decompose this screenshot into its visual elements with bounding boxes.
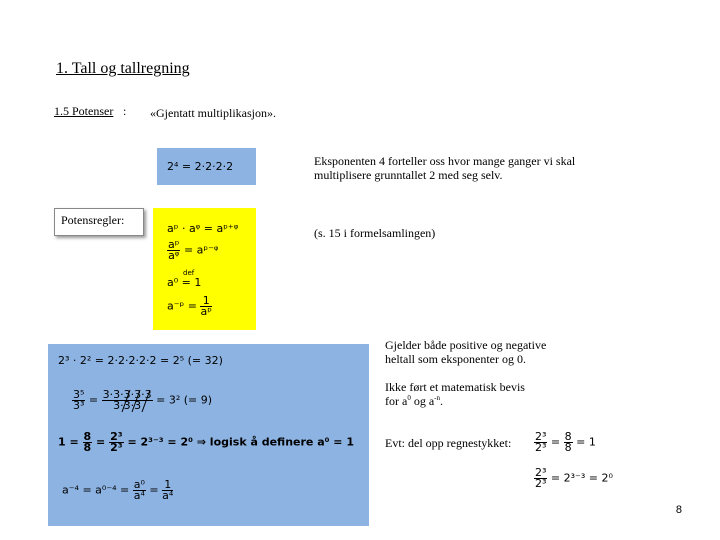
zero-d1: 8 xyxy=(83,441,92,454)
note-no-proof-sup2: -n xyxy=(434,394,440,402)
rule-zero: a⁰ = 1 xyxy=(167,276,202,289)
exponent-note: Eksponenten 4 forteller oss hvor mange ganger vi skal multiplisere grunntallet 2 med seg selv. xyxy=(314,154,576,182)
zero-d2: 2³ xyxy=(110,441,123,454)
rule-quotient-den: aᵠ xyxy=(168,249,180,262)
negative-n2: 1 xyxy=(162,480,173,491)
quotient-eq: = xyxy=(88,393,99,407)
note-no-proof-mid: og a xyxy=(410,394,435,408)
note-positive-negative: Gjelder både positive og negative heltall som eksponenter og 0. xyxy=(385,338,547,366)
example-formula: 2⁴ = 2·2·2·2 xyxy=(167,160,234,173)
derivation-line-negative xyxy=(62,480,173,501)
rule-quotient-num: aᵖ xyxy=(168,238,180,251)
rule-quotient xyxy=(167,240,219,261)
split1-rhs: = 1 xyxy=(576,435,596,449)
rule-quotient-rhs: = aᵖ⁻ᵠ xyxy=(183,243,219,257)
note-no-proof-sup1: 0 xyxy=(407,394,411,402)
quotient-den: 3³ xyxy=(73,399,85,412)
rule-negative-num: 1 xyxy=(200,296,211,307)
zero-eq: = xyxy=(96,435,106,449)
negative-lhs: a⁻⁴ = a⁰⁻⁴ = xyxy=(62,483,130,497)
derivation-box xyxy=(48,344,369,526)
derivation-line-product: 2³ · 2² = 2·2·2·2·2 = 2⁵ (= 32) xyxy=(58,354,223,367)
split2-n: 2³ xyxy=(535,466,547,479)
note-no-proof-end: . xyxy=(440,394,443,408)
split1-d: 2³ xyxy=(535,441,547,454)
def-label: def xyxy=(183,269,195,277)
slide-title: 1. Tall og tallregning xyxy=(56,60,190,77)
section-quote: «Gjentatt multiplikasjon». xyxy=(150,106,276,120)
zero-lhs: 1 = xyxy=(58,435,79,449)
split1-n2: 8 xyxy=(564,430,572,443)
note-split: Evt: del opp regnestykket: xyxy=(385,436,512,450)
section-heading xyxy=(54,104,113,119)
example-box xyxy=(157,148,256,185)
split-eq-2 xyxy=(534,468,613,489)
negative-d1: a⁴ xyxy=(133,489,145,502)
note-no-proof xyxy=(385,380,525,408)
section-heading-text: 1.5 Potenser xyxy=(54,104,114,118)
page-number: 8 xyxy=(675,504,682,516)
zero-n2: 2³ xyxy=(110,430,123,443)
rule-negative-den: aᵖ xyxy=(200,305,212,318)
split1-n: 2³ xyxy=(535,430,547,443)
rule-product: aᵖ · aᵠ = aᵖ⁺ᵠ xyxy=(167,222,239,235)
zero-rhs: = 2³⁻³ = 2⁰ ⇒ logisk å definere a⁰ = 1 xyxy=(127,435,354,449)
section-colon: : xyxy=(123,104,127,118)
cancel-strokes xyxy=(120,388,164,414)
quotient-expanded-den: 3·3·3 xyxy=(113,399,142,412)
split2-rhs: = 2³⁻³ = 2⁰ xyxy=(550,471,613,485)
formula-reference: (s. 15 i formelsamlingen) xyxy=(314,226,436,240)
split1-d2: 8 xyxy=(564,441,572,454)
split1-eq: = xyxy=(550,435,561,449)
negative-eq: = xyxy=(149,483,159,497)
quotient-rhs: = 3² (= 9) xyxy=(156,393,213,407)
quotient-expanded-num: 3·3·3·3·3 xyxy=(102,388,152,401)
derivation-line-quotient xyxy=(72,390,212,411)
zero-n1: 8 xyxy=(83,430,92,443)
rule-negative xyxy=(167,296,212,317)
power-rules-box xyxy=(153,208,256,330)
negative-d2: a⁴ xyxy=(162,489,174,502)
quotient-num: 3⁵ xyxy=(73,388,85,401)
derivation-line-zero xyxy=(58,432,354,453)
split-eq-1 xyxy=(534,432,596,453)
rules-label: Potensregler: xyxy=(54,208,144,236)
negative-n1: a⁰ xyxy=(133,478,145,491)
rule-negative-lhs: a⁻ᵖ = xyxy=(167,299,197,313)
note-no-proof-prefix: Ikke ført et matematisk bevis for a xyxy=(385,380,525,408)
split2-d: 2³ xyxy=(535,477,547,490)
